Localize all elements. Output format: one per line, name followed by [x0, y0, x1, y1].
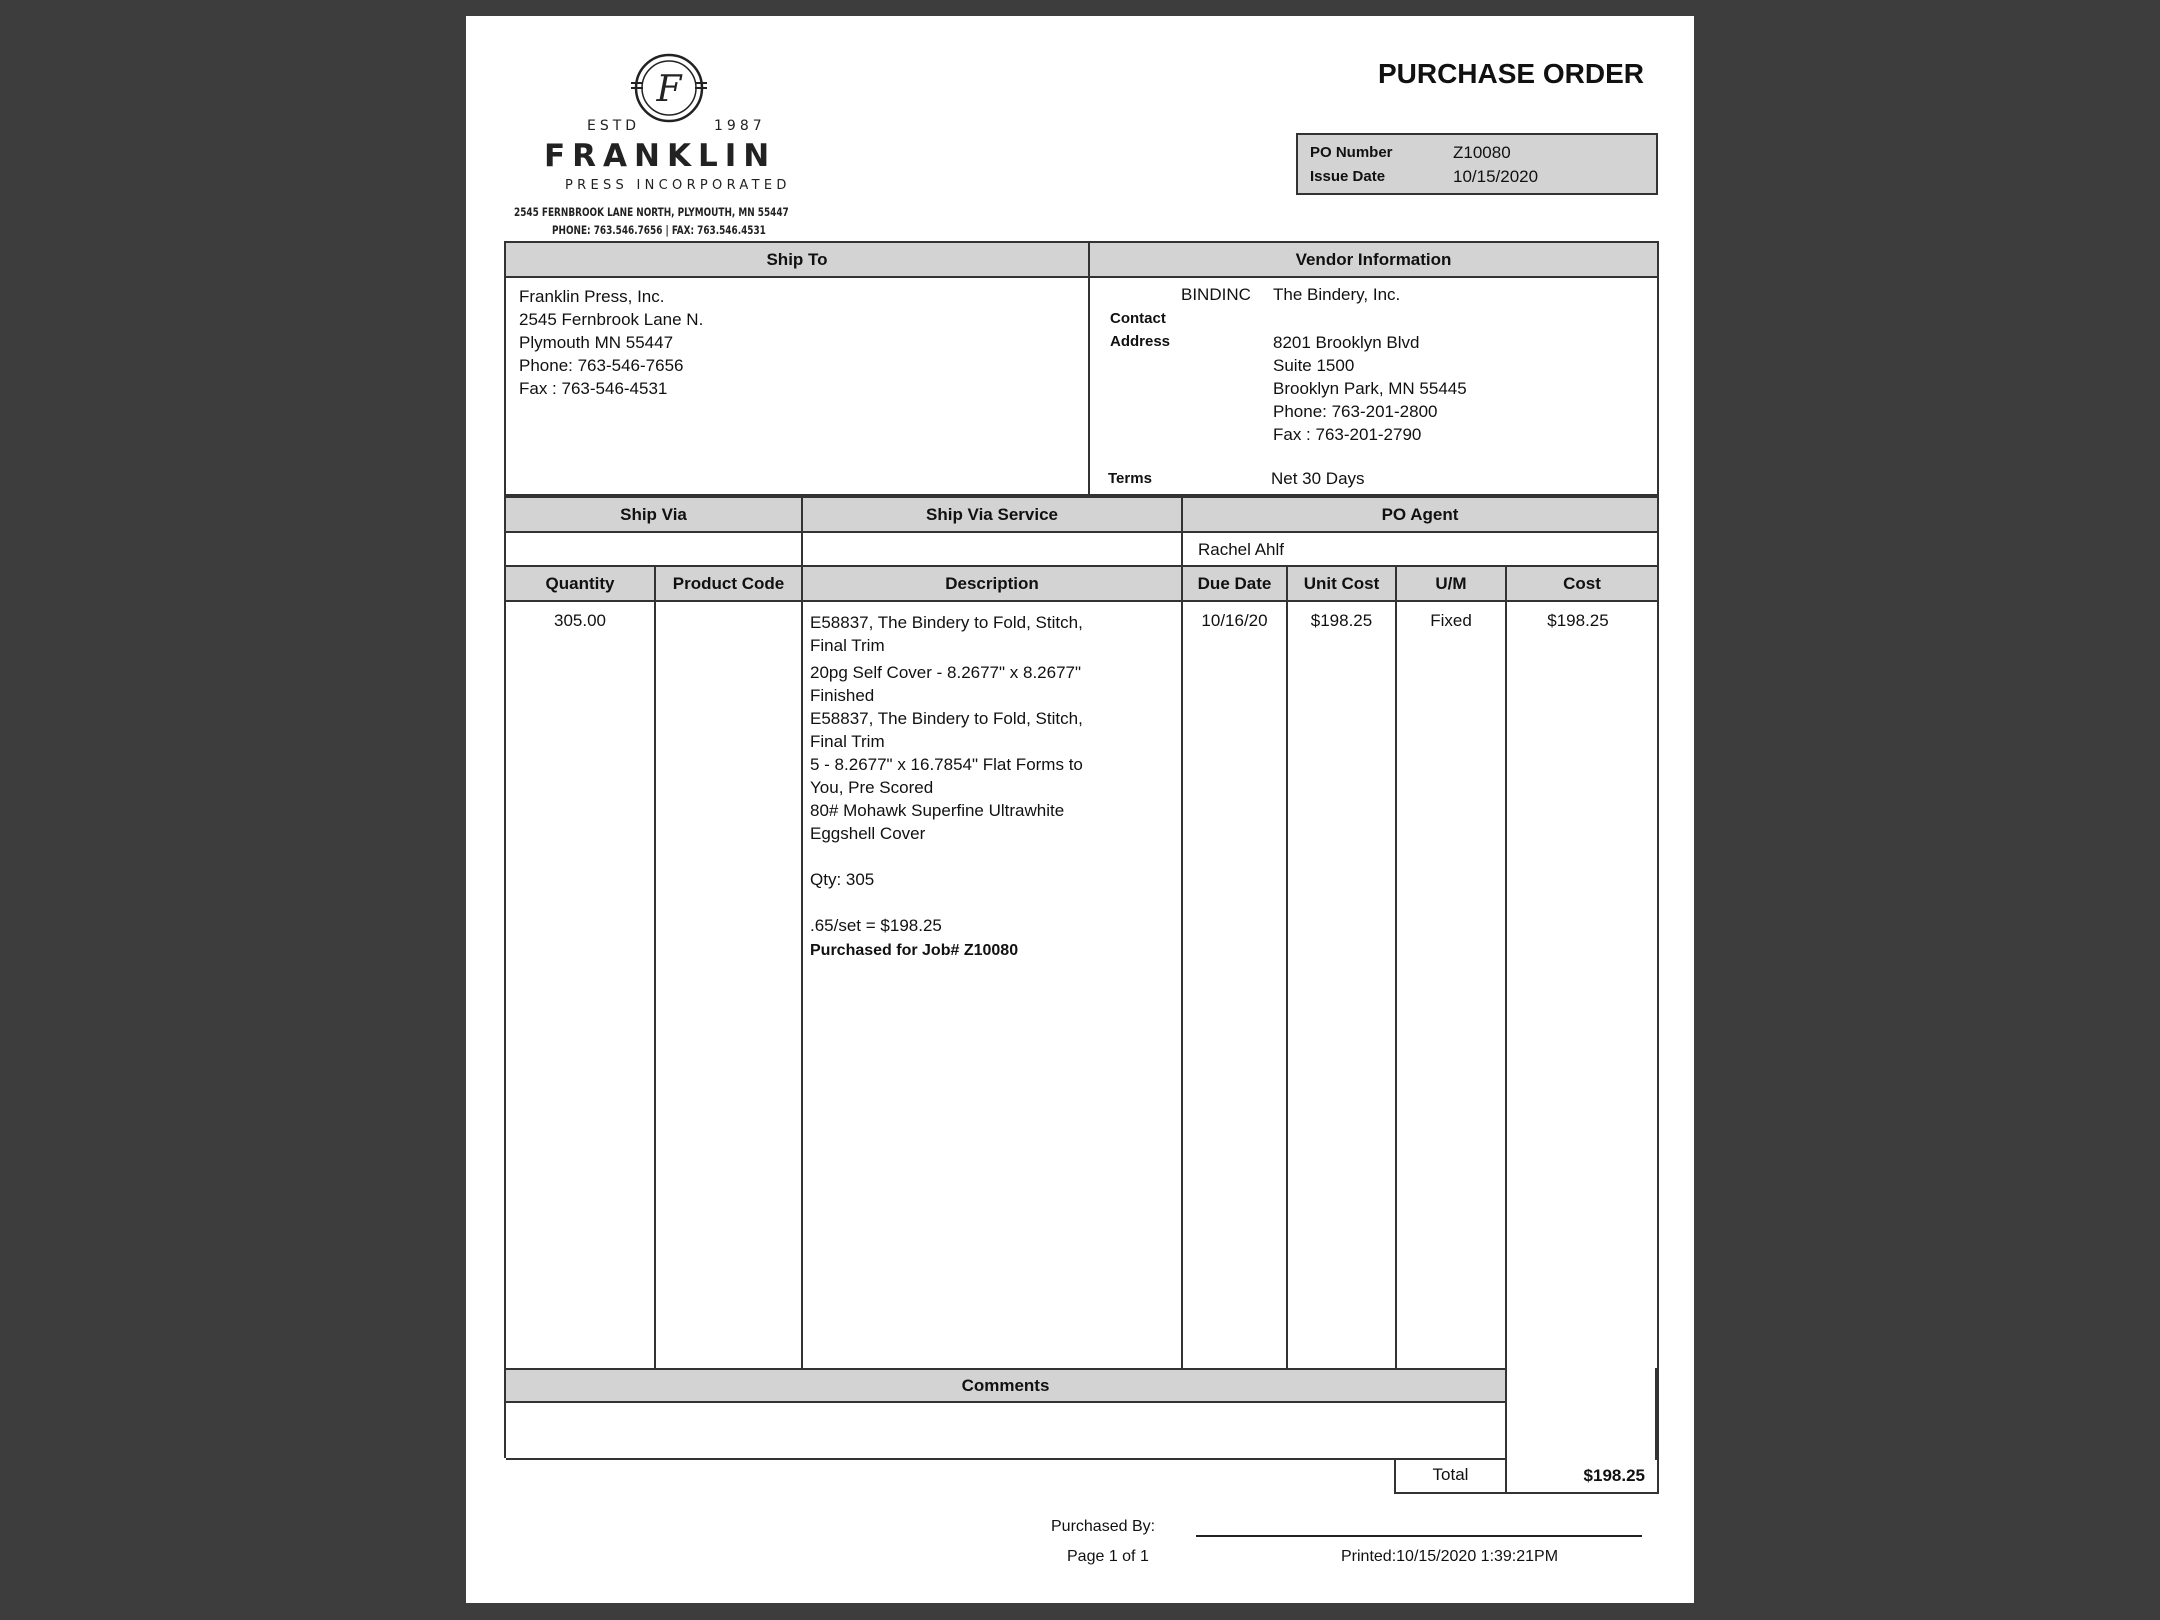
purchased-by-label: Purchased By:: [1051, 1518, 1156, 1535]
col-product-code-header: Product Code: [672, 574, 785, 593]
vendor-address-label: Address: [1110, 333, 1171, 350]
vendor-address: [1273, 331, 1467, 446]
description-note: Purchased for Job# Z10080: [810, 942, 1019, 959]
total-value: $198.25: [1583, 1466, 1645, 1485]
ship-to-line: Phone: 763-546-7656: [519, 356, 684, 375]
vendor-address-line: Phone: 763-201-2800: [1273, 402, 1438, 421]
ship-to-line: Fax : 763-546-4531: [519, 379, 668, 398]
description-line: Final Trim: [810, 732, 885, 751]
vendor-info-header: Vendor Information: [1295, 250, 1452, 269]
logo-company-name: FRANKLIN: [544, 138, 777, 174]
order-table: [504, 496, 1659, 1458]
total-box: [1394, 1458, 1659, 1494]
vendor-contact-label: Contact: [1110, 310, 1166, 327]
logo-phones: PHONE: 763.546.7656 | FAX: 763.546.4531: [552, 223, 766, 237]
description-line: 80# Mohawk Superfine Ultrawhite: [810, 801, 1065, 820]
vendor-name: The Bindery, Inc.: [1273, 285, 1401, 304]
item-quantity: 305.00: [554, 611, 606, 630]
po-agent-value: Rachel Ahlf: [1198, 540, 1284, 559]
po-info-box: [1296, 133, 1658, 195]
signature-line: [1196, 1535, 1642, 1537]
logo-monogram: F: [656, 69, 682, 110]
ship-vendor-section: [504, 241, 1659, 496]
ship-to-line: 2545 Fernbrook Lane N.: [519, 310, 704, 329]
comments-header: Comments: [961, 1376, 1050, 1395]
description-line: E58837, The Bindery to Fold, Stitch,: [810, 709, 1083, 728]
printed-timestamp: Printed:10/15/2020 1:39:21PM: [1341, 1548, 1559, 1565]
description-line: Finished: [810, 686, 875, 705]
description-line: You, Pre Scored: [810, 778, 934, 797]
description-line: Eggshell Cover: [810, 824, 926, 843]
col-unit-cost-header: Unit Cost: [1303, 574, 1380, 593]
description-line: 5 - 8.2677" x 16.7854" Flat Forms to: [810, 755, 1083, 774]
vendor-terms-label: Terms: [1108, 470, 1152, 487]
page-number: Page 1 of 1: [1067, 1548, 1149, 1565]
vendor-terms-value: Net 30 Days: [1271, 469, 1365, 488]
ship-via-service-header: Ship Via Service: [926, 505, 1058, 524]
logo-emblem-icon: [629, 50, 709, 130]
ship-to-header: Ship To: [766, 250, 828, 269]
col-description-header: Description: [945, 574, 1039, 593]
ship-to-address: [519, 285, 703, 400]
table-row: [506, 602, 1657, 1162]
purchase-order-page: [466, 16, 1694, 1603]
col-due-date-header: Due Date: [1197, 574, 1272, 593]
issue-date-value: 10/15/2020: [1453, 167, 1539, 186]
col-um-header: U/M: [1435, 574, 1467, 593]
ship-via-header: Ship Via: [620, 505, 687, 524]
description-line: .65/set = $198.25: [810, 916, 942, 935]
item-um: Fixed: [1430, 611, 1472, 630]
description-line: Final Trim: [810, 636, 885, 655]
vendor-address-line: Brooklyn Park, MN 55445: [1273, 379, 1467, 398]
total-label: Total: [1432, 1465, 1469, 1484]
issue-date-label: Issue Date: [1310, 168, 1386, 185]
vendor-address-line: 8201 Brooklyn Blvd: [1273, 333, 1420, 352]
vendor-address-line: Fax : 763-201-2790: [1273, 425, 1422, 444]
ship-to-line: Plymouth MN 55447: [519, 333, 674, 352]
item-unit-cost: $198.25: [1310, 611, 1373, 630]
document-title: PURCHASE ORDER: [1377, 58, 1644, 89]
col-cost-header: Cost: [1563, 574, 1601, 593]
item-cost: $198.25: [1547, 611, 1609, 630]
po-number-value: Z10080: [1453, 143, 1511, 162]
description-line: E58837, The Bindery to Fold, Stitch,: [810, 613, 1083, 632]
ship-to-line: Franklin Press, Inc.: [519, 287, 665, 306]
col-quantity-header: Quantity: [545, 574, 615, 593]
vendor-code: BINDINC: [1181, 285, 1251, 304]
item-due-date: 10/16/20: [1201, 611, 1268, 630]
po-agent-header: PO Agent: [1381, 505, 1459, 524]
description-line: 20pg Self Cover - 8.2677" x 8.2677": [810, 663, 1082, 682]
po-number-label: PO Number: [1310, 144, 1393, 161]
description-line: Qty: 305: [810, 870, 875, 889]
logo-year: 1987: [714, 118, 766, 134]
logo-subtitle: PRESS INCORPORATED: [565, 178, 791, 193]
logo-estd: ESTD: [587, 118, 641, 134]
logo-address: 2545 FERNBROOK LANE NORTH, PLYMOUTH, MN 55447: [514, 205, 789, 219]
company-logo: [514, 50, 834, 240]
vendor-address-line: Suite 1500: [1273, 356, 1355, 375]
item-description: [810, 611, 1176, 962]
